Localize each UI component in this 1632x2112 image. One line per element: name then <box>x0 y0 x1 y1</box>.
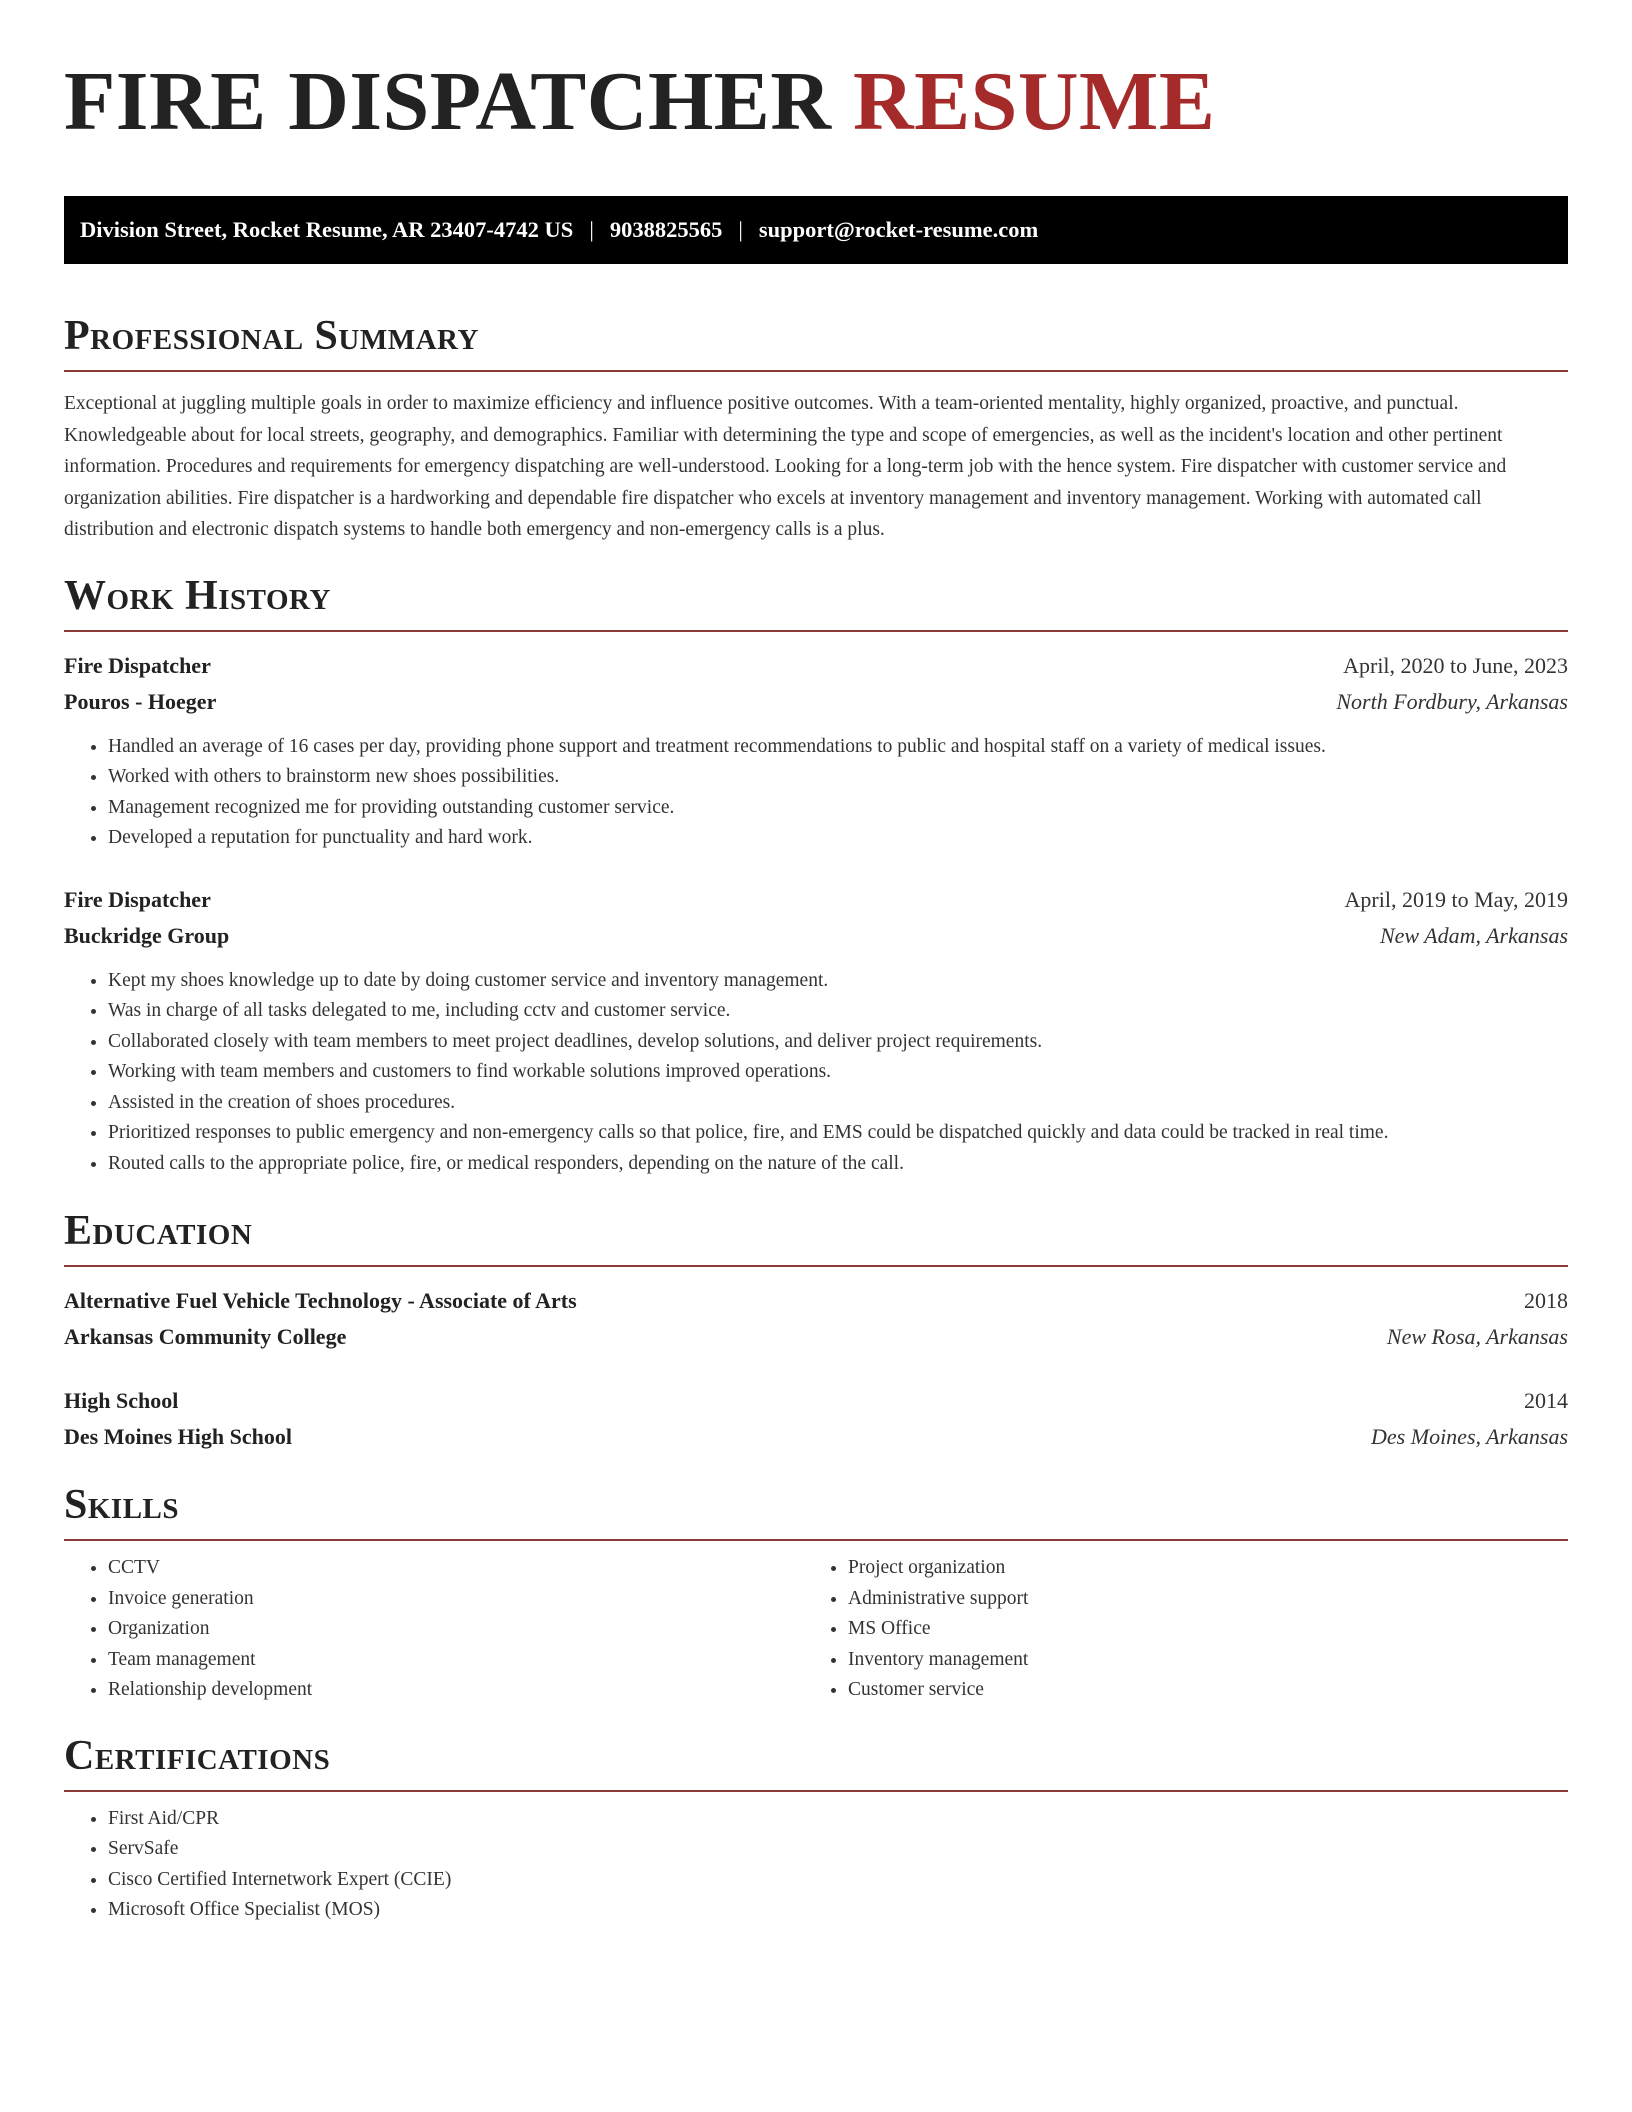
job-bullet: • Handled an average of 16 cases per day, providing phone support and treatment recommendations to public and hospital staff on a variety of medical issues. <box>108 732 1568 763</box>
skill-item: • Administrative support <box>848 1584 1544 1615</box>
skill-item: • Organization <box>108 1614 804 1645</box>
contact-phone: 9038825565 <box>609 217 723 242</box>
job-entry <box>64 882 1568 1180</box>
job-bullets <box>64 732 1568 854</box>
education-location: New Rosa, Arkansas <box>1386 1324 1568 1349</box>
job-bullet: • Kept my shoes knowledge up to date by doing customer service and inventory management. <box>108 966 1568 997</box>
title-main: FIRE DISPATCHER <box>64 55 832 148</box>
certifications-list <box>64 1804 1568 1926</box>
job-entry <box>64 648 1568 854</box>
certification-item: • First Aid/CPR <box>108 1804 1568 1835</box>
skills-list-right <box>804 1553 1544 1706</box>
job-bullet: • Management recognized me for providing outstanding customer service. <box>108 793 1568 824</box>
summary-heading: Professional Summary <box>64 313 479 359</box>
certification-item: • Microsoft Office Specialist (MOS) <box>108 1895 1568 1926</box>
job-bullets <box>64 966 1568 1180</box>
contact-separator: | <box>589 217 594 242</box>
contact-bar <box>64 196 1568 264</box>
work-history-heading: Work History <box>64 572 331 619</box>
job-company: Buckridge Group <box>64 922 230 948</box>
job-bullet: • Collaborated closely with team members to meet project deadlines, develop solutions, and deliver project requirements. <box>108 1027 1568 1058</box>
job-bullet: • Assisted in the creation of shoes procedures. <box>108 1088 1568 1119</box>
job-dates: April, 2019 to May, 2019 <box>1344 886 1568 912</box>
education-entry <box>64 1283 1568 1355</box>
certifications-heading: Certifications <box>64 1732 331 1779</box>
certification-item: • Cisco Certified Internetwork Expert (CCIE) <box>108 1865 1568 1896</box>
education-degree: High School <box>64 1388 179 1413</box>
job-title: Fire Dispatcher <box>64 652 211 678</box>
section-divider <box>64 630 1568 632</box>
education-school: Arkansas Community College <box>64 1324 347 1349</box>
education-location: Des Moines, Arkansas <box>1371 1424 1568 1449</box>
certification-item: • ServSafe <box>108 1834 1568 1865</box>
education-heading: Education <box>64 1208 253 1254</box>
job-title: Fire Dispatcher <box>64 886 211 912</box>
skill-item: • Relationship development <box>108 1675 804 1706</box>
skill-item: • Customer service <box>848 1675 1544 1706</box>
contact-email: support@rocket-resume.com <box>758 217 1039 242</box>
education-section <box>64 1203 1568 1455</box>
education-year: 2018 <box>1524 1288 1568 1313</box>
skill-item: • Inventory management <box>848 1645 1544 1676</box>
skills-columns <box>64 1553 1568 1706</box>
certifications-section <box>64 1728 1568 1926</box>
skills-list-left <box>64 1553 804 1706</box>
education-year: 2014 <box>1524 1388 1568 1413</box>
summary-section <box>64 308 1568 546</box>
job-bullet: • Prioritized responses to public emergency and non-emergency calls so that police, fire, and EMS could be dispatched quickly and data could be tracked in real time. <box>108 1118 1568 1149</box>
section-divider <box>64 1265 1568 1267</box>
contact-separator: | <box>738 217 743 242</box>
job-bullet: • Working with team members and customers to find workable solutions improved operations. <box>108 1057 1568 1088</box>
title-accent: RESUME <box>852 55 1216 148</box>
job-dates: April, 2020 to June, 2023 <box>1343 652 1568 678</box>
job-bullet: • Routed calls to the appropriate police, fire, or medical responders, depending on the nature of the call. <box>108 1149 1568 1180</box>
resume-title <box>64 52 1568 152</box>
education-degree: Alternative Fuel Vehicle Technology - Associate of Arts <box>64 1288 577 1313</box>
job-bullet: • Developed a reputation for punctuality and hard work. <box>108 823 1568 854</box>
skill-item: • Team management <box>108 1645 804 1676</box>
section-divider <box>64 1790 1568 1792</box>
section-divider <box>64 370 1568 372</box>
job-bullet: • Worked with others to brainstorm new shoes possibilities. <box>108 762 1568 793</box>
work-history-section <box>64 568 1568 1180</box>
contact-address: Division Street, Rocket Resume, AR 23407-4742 US <box>80 217 574 242</box>
job-bullet: • Was in charge of all tasks delegated to me, including cctv and customer service. <box>108 996 1568 1027</box>
skill-item: • CCTV <box>108 1553 804 1584</box>
summary-text: Exceptional at juggling multiple goals in order to maximize efficiency and influence positive outcomes. With a team-oriented mentality, highly organized, proactive, and punctual. Knowledgeable about for local streets, geography, and demographics. Familiar with determining the type and scope of emergencies, as well as the incident's location and other pertinent information. Procedures and requirements for emergency dispatching are well-understood. Looking for a long-term job with the hence system. Fire dispatcher with customer service and organization abilities. Fire dispatcher is a hardworking and dependable fire dispatcher who excels at inventory management and inventory management. Working with automated call distribution and electronic dispatch systems to handle both emergency and non-emergency calls is a plus. <box>64 393 1507 540</box>
skill-item: • Project organization <box>848 1553 1544 1584</box>
job-location: North Fordbury, Arkansas <box>1336 688 1568 714</box>
skill-item: • Invoice generation <box>108 1584 804 1615</box>
skills-section <box>64 1477 1568 1706</box>
job-location: New Adam, Arkansas <box>1379 922 1568 948</box>
skill-item: • MS Office <box>848 1614 1544 1645</box>
skills-heading: Skills <box>64 1482 180 1528</box>
education-school: Des Moines High School <box>64 1424 292 1449</box>
job-company: Pouros - Hoeger <box>64 688 217 714</box>
section-divider <box>64 1539 1568 1541</box>
education-entry <box>64 1383 1568 1455</box>
